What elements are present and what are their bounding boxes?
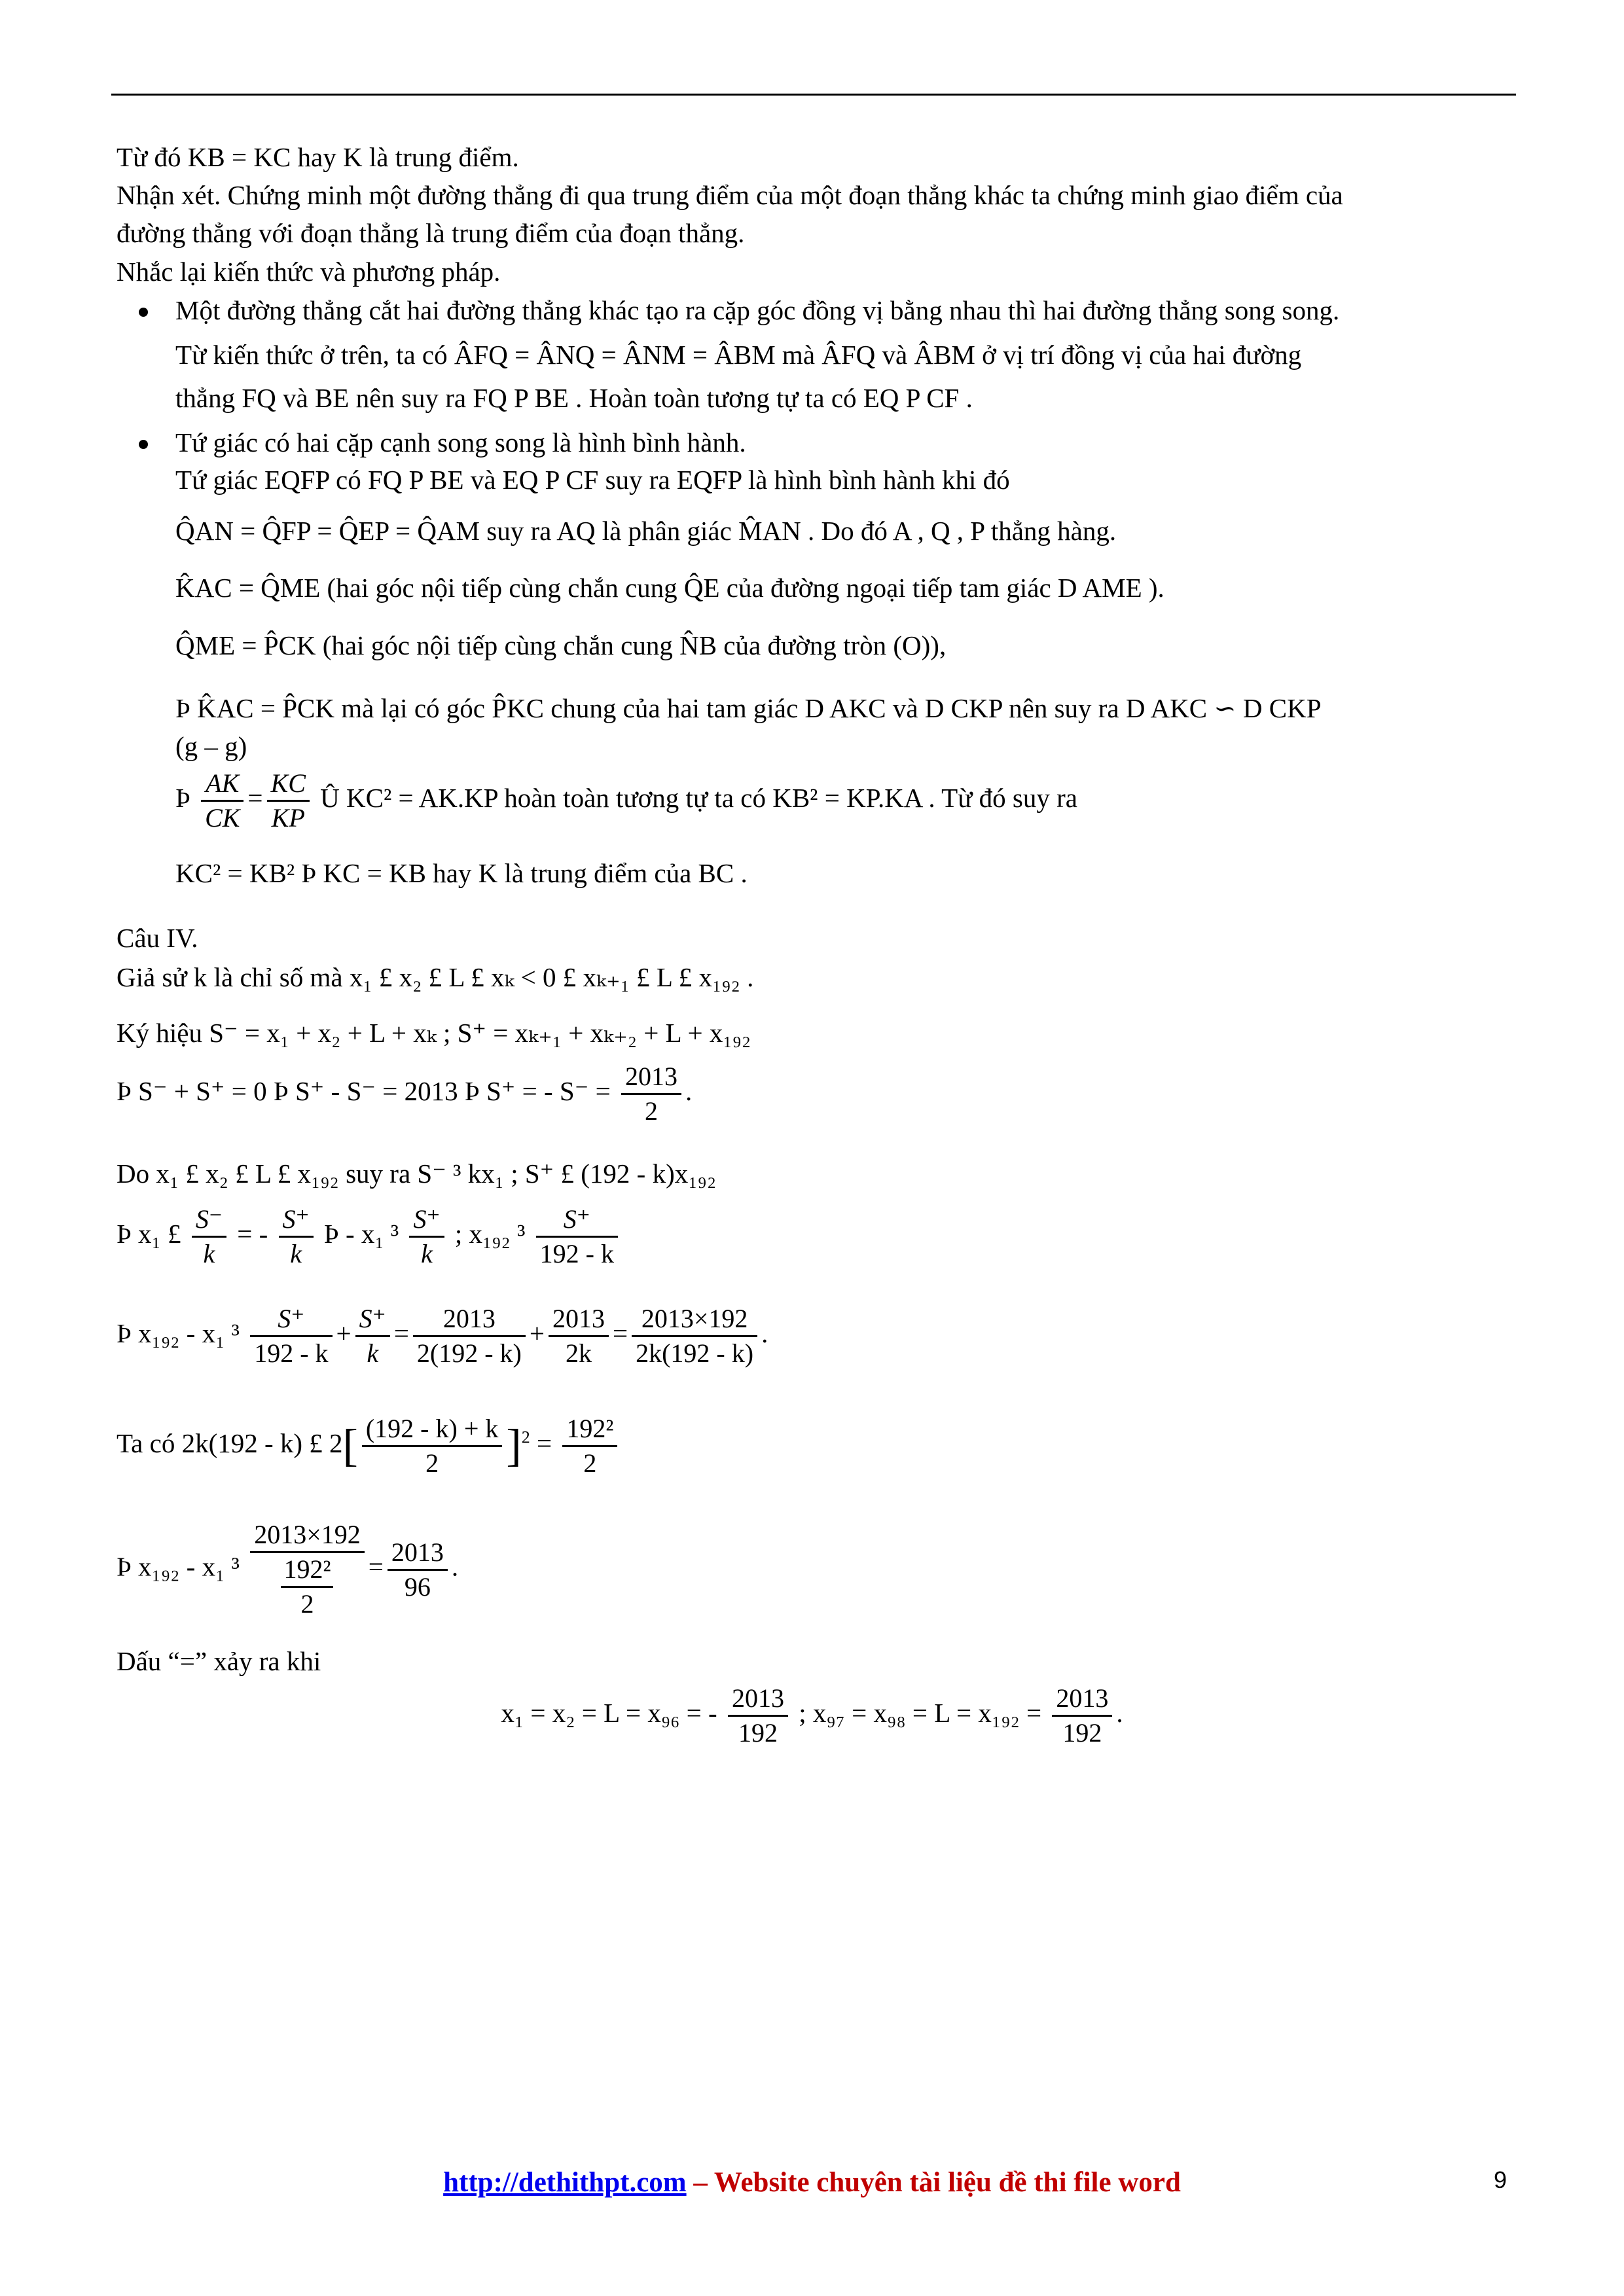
frac-kc-kp: $\frac{KC}{KP}$ [267,767,310,834]
line-11: K̂AC = Q̂ME (hai góc nội tiếp cùng chắn cung Q̂E của đường ngoại tiếp tam giác D AME ). [175,573,1164,603]
frac-splus-k-2: $\frac{S^+}{k}$ [409,1203,444,1270]
footer [0,2166,1624,2198]
frac-splus-k-3: $\frac{S^+}{k}$ [355,1302,390,1370]
bullet-1 [139,308,148,317]
frac-splus-192k-2: $\frac{S^+}{192 - k}$ [250,1302,332,1370]
frac-2013-2: $\frac{2013}{2}$ [621,1060,681,1128]
line-18: Giả sử k là chỉ số mà x₁ £ x₂ £ L £ xₖ < 0 £ xₖ₊₁ £ L £ x₁₉₂ . [117,962,754,992]
line-15: Þ $\frac{AK}{CK}$ = $\frac{KC}{KP}$ Û KC² = AK.KP hoàn toàn tương tự ta có KB² = KP.KA . Từ đó suy ra [175,767,1077,834]
frac-ak-ck: $\frac{AK}{CK}$ [201,767,244,834]
line-3: đường thẳng với đoạn thẳng là trung điểm của đoạn thẳng. [117,218,745,248]
line-10: Q̂AN = Q̂FP = Q̂EP = Q̂AM suy ra AQ là phân giác M̂AN . Do đó A , Q , P thẳng hàng. [175,516,1117,546]
line-21: Do x₁ £ x₂ £ L £ x₁₉₂ suy ra S⁻ ³ kx₁ ; S⁺ £ (192 - k)x₁₉₂ [117,1158,717,1189]
line-7: thẳng FQ và BE nên suy ra FQ P BE . Hoàn toàn tương tự ta có EQ P CF . [175,383,973,413]
frac-2013-192-a: $\frac{2013}{192}$ [728,1682,788,1749]
line-19: Ký hiệu S⁻ = x₁ + x₂ + L + xₖ ; S⁺ = xₖ₊₁ + xₖ₊₂ + L + x₁₉₂ [117,1018,751,1048]
frac-compound: 2013×192 192² 2 [250,1518,365,1621]
frac-inner: $\frac{(192 - k) + k}{2}$ [362,1412,503,1480]
line-14: (g – g) [175,731,247,761]
frac-192sq-2: $\frac{\text{192²}}{2}$ [562,1412,617,1480]
frac-sminus-k: $\frac{S^-}{k}$ [192,1203,226,1270]
line-13: Þ K̂AC = P̂CK mà lại có góc P̂KC chung của hai tam giác D AKC và D CKP nên suy ra D AKC ∽ D CKP [175,693,1322,723]
line-5: Một đường thẳng cắt hai đường thẳng khác tạo ra cặp góc đồng vị bằng nhau thì hai đường thẳng song song. [175,295,1340,325]
line-24: Ta có 2k(192 - k) £ 2[ $\frac{(192 - k) + k}{2}$ ]$^2$ = $\frac{\text{192²}}{2}$ [117,1412,621,1480]
footer-text: – Website chuyên tài liệu đề thi file word [686,2167,1181,2198]
frac-2013-96: $\frac{2013}{96}$ [388,1536,448,1604]
frac-splus-192k: $\frac{S^+}{192 - k}$ [536,1203,618,1270]
line-16: KC² = KB² Þ KC = KB hay K là trung điểm của BC . [175,858,748,888]
line-1: Từ đó KB = KC hay K là trung điểm. [117,142,519,172]
line-25: Þ x₁₉₂ - x₁ ³ 2013×192 192² 2 = $\frac{2013}{96}$ . [117,1518,458,1621]
footer-link[interactable]: http://dethithpt.com [443,2167,687,2198]
line-26: Dấu “=” xảy ra khi [117,1646,321,1676]
line-6: Từ kiến thức ở trên, ta có ÂFQ = ÂNQ = ÂNM = ÂBM mà ÂFQ và ÂBM ở vị trí đồng vị của hai đường [175,340,1302,370]
frac-2013-192-b: $\frac{2013}{192}$ [1052,1682,1112,1749]
line-8: Tứ giác có hai cặp cạnh song song là hình bình hành. [175,427,746,457]
line-9: Tứ giác EQFP có FQ P BE và EQ P CF suy ra EQFP là hình bình hành khi đó [175,465,1010,495]
line-2: Nhận xét. Chứng minh một đường thẳng đi qua trung điểm của một đoạn thẳng khác ta chứng minh giao điểm của [117,180,1343,210]
bullet-2 [139,440,148,449]
frac-2013-2k: $\frac{2013}{2k}$ [549,1302,609,1370]
frac-2013-2192k: $\frac{2013}{2(192 - k)}$ [413,1302,526,1370]
line-4: Nhắc lại kiến thức và phương pháp. [117,257,501,287]
line-22: Þ x₁ £ $\frac{S^-}{k}$ = - $\frac{S^+}{k}$ Þ - x₁ ³ $\frac{S^+}{k}$ ; x₁₉₂ ³ $\frac{S^+}{192 - k}$ [117,1203,622,1270]
frac-splus-k: $\frac{S^+}{k}$ [279,1203,314,1270]
frac-2013x192-2k: $\frac{2013\times 192}{2k(192 - k)}$ [632,1302,757,1370]
line-12: Q̂ME = P̂CK (hai góc nội tiếp cùng chắn cung N̂B của đường tròn (O)), [175,630,947,660]
line-17: Câu IV. [117,923,198,953]
page-number: 9 [1494,2166,1507,2193]
line-20: Þ S⁻ + S⁺ = 0 Þ S⁺ - S⁻ = 2013 Þ S⁺ = - S⁻ = $\frac{2013}{2}$ . [117,1060,692,1128]
line-27: x₁ = x₂ = L = x₉₆ = - $\frac{2013}{192}$ ; x₉₇ = x₉₈ = L = x₁₉₂ = $\frac{2013}{192}$ . [0,1682,1624,1749]
header-rule [111,94,1516,96]
line-23: Þ x₁₉₂ - x₁ ³ $\frac{S^+}{192 - k}$ + $\frac{S^+}{k}$ = $\frac{2013}{2(192 - k)}$ + $\frac{2013}{2k}$ = $\frac{2013\times 192}{2k(192 - k)}$ . [117,1302,768,1370]
